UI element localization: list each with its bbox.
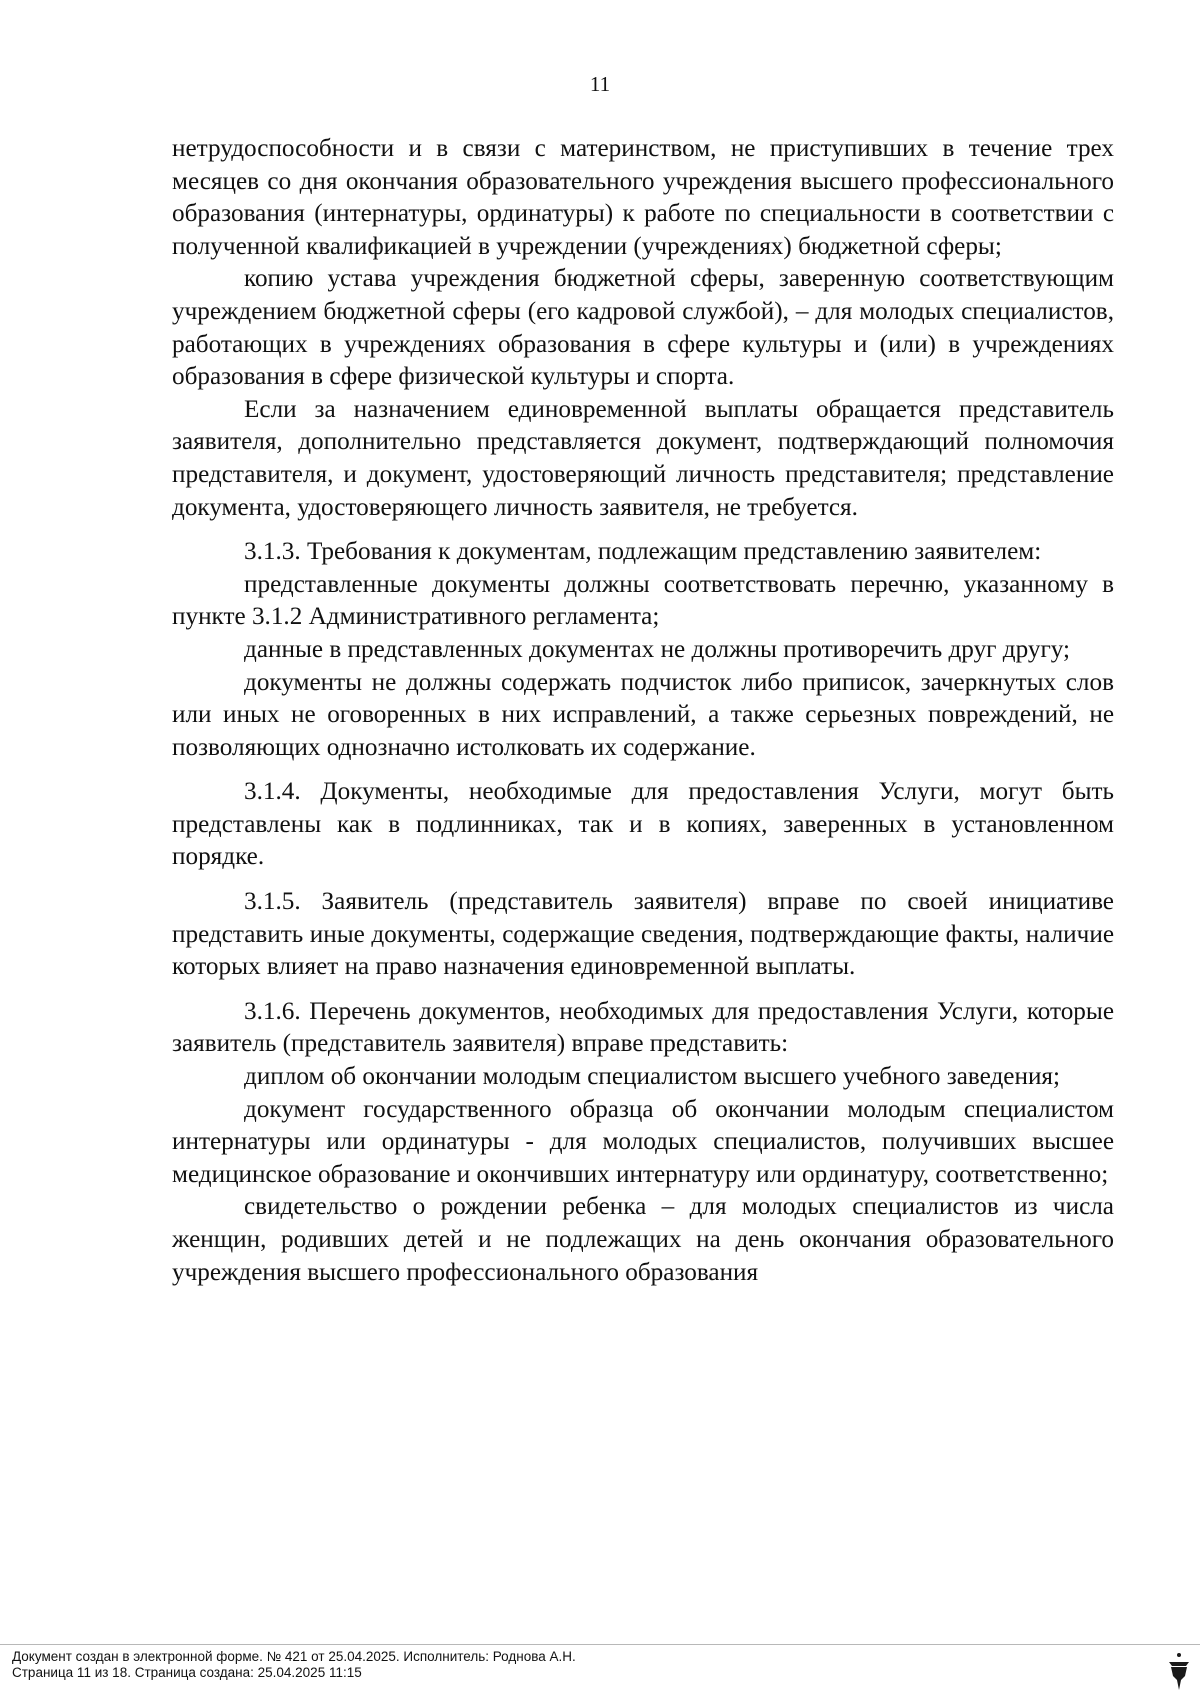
paragraph-3-1-4: 3.1.4. Документы, необходимые для предоставления Услуги, могут быть представлены как в подлинниках, так и в копиях, заверенных в установленном порядке. xyxy=(172,778,1114,871)
paragraph-birth-certificate: свидетельство о рождении ребенка – для молодых специалистов из числа женщин, родивших детей и не подлежащих на день окончания образовательного учреждения высшего профессионального образования xyxy=(172,1193,1114,1286)
page-number: 11 xyxy=(589,72,611,96)
paragraph-no-contradiction: данные в представленных документах не должны противоречить друг другу; xyxy=(244,635,1071,663)
paragraph-representative: Если за назначением единовременной выплаты обращается представитель заявителя, дополнительно представляется документ, подтверждающий полномочия представителя, и документ, удостоверяющий личность представителя; представление документа, удостоверяющего личность заявителя, не требуется. xyxy=(172,395,1114,521)
paragraph-internship-document: документ государственного образца об окончании молодым специалистом интернатуры или ординатуры - для молодых специалистов, получивших высшее медицинское образование и окончивших интернатуру или ординатуру, соответственно; xyxy=(172,1095,1114,1188)
document-body xyxy=(172,133,1114,1289)
document-footer xyxy=(12,1649,576,1681)
footer-divider xyxy=(0,1644,1200,1645)
paragraph-no-erasures: документы не должны содержать подчисток либо приписок, зачеркнутых слов или иных не оговоренных в них исправлений, а также серьезных повреждений, не позволяющих однозначно истолковать их содержание. xyxy=(172,668,1114,761)
paragraph-diploma: диплом об окончании молодым специалистом высшего учебного заведения; xyxy=(244,1063,1061,1091)
coat-of-arms-icon xyxy=(1168,1652,1190,1692)
paragraph-docs-match-list: представленные документы должны соответствовать перечню, указанному в пункте 3.1.2 Административного регламента; xyxy=(172,570,1114,631)
paragraph-3-1-5: 3.1.5. Заявитель (представитель заявителя) вправе по своей инициативе представить иные документы, содержащие сведения, подтверждающие факты, наличие которых влияет на право назначения единовременной выплаты. xyxy=(172,888,1114,981)
paragraph-3-1-6: 3.1.6. Перечень документов, необходимых для предоставления Услуги, которые заявитель (представитель заявителя) вправе представить: xyxy=(172,997,1114,1058)
paragraph-3-1-3: 3.1.3. Требования к документам, подлежащим представлению заявителем: xyxy=(244,538,1042,566)
footer-document-info: Документ создан в электронной форме. № 421 от 25.04.2025. Исполнитель: Роднова А.Н. xyxy=(12,1649,576,1664)
paragraph-continuation: нетрудоспособности и в связи с материнством, не приступивших в течение трех месяцев со дня окончания образовательного учреждения высшего профессионального образования (интернатуры, ординатуры) к работе по специальности в соответствии с полученной квалификацией в учреждении (учреждениях) бюджетной сферы; xyxy=(172,135,1114,260)
footer-page-info: Страница 11 из 18. Страница создана: 25.04.2025 11:15 xyxy=(12,1665,362,1680)
paragraph-charter-copy: копию устава учреждения бюджетной сферы, заверенную соответствующим учреждением бюджетной сферы (его кадровой службой), – для молодых специалистов, работающих в учреждениях образования в сфере культуры и (или) в учреждениях образования в сфере физической культуры и спорта. xyxy=(172,265,1114,391)
